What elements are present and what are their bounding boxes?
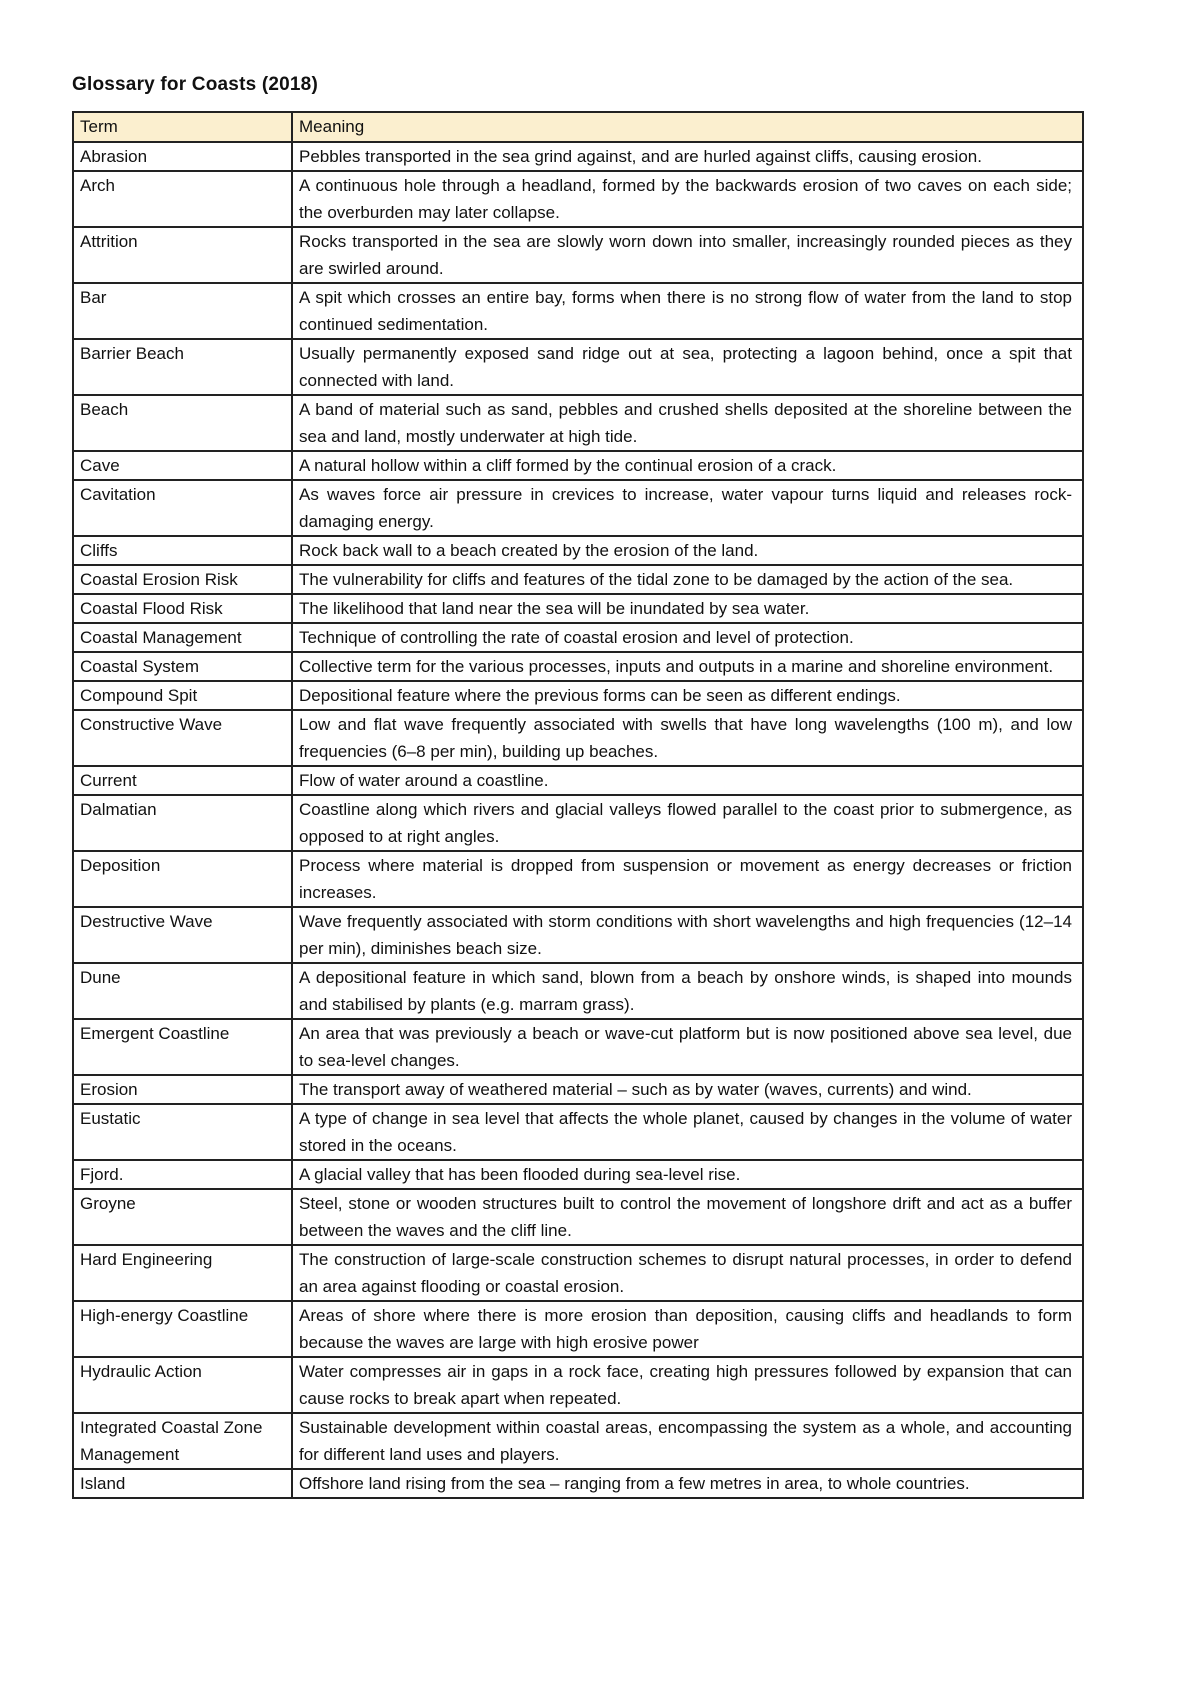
table-row bbox=[73, 1189, 1083, 1245]
glossary-meaning: Usually permanently exposed sand ridge out at sea, protecting a lagoon behind, once a spit that connected with land. bbox=[292, 339, 1083, 395]
glossary-body bbox=[73, 142, 1083, 1498]
glossary-table bbox=[72, 111, 1084, 1499]
glossary-meaning: The construction of large-scale construction schemes to disrupt natural processes, in order to defend an area against flooding or coastal erosion. bbox=[292, 1245, 1083, 1301]
glossary-meaning: Low and flat wave frequently associated with swells that have long wavelengths (100 m), and low frequencies (6–8 per min), building up beaches. bbox=[292, 710, 1083, 766]
table-row bbox=[73, 171, 1083, 227]
glossary-meaning: Areas of shore where there is more erosion than deposition, causing cliffs and headlands to form because the waves are large with high erosive power bbox=[292, 1301, 1083, 1357]
glossary-meaning: The likelihood that land near the sea will be inundated by sea water. bbox=[292, 594, 1083, 623]
glossary-term: Emergent Coastline bbox=[73, 1019, 292, 1075]
glossary-term: Island bbox=[73, 1469, 292, 1498]
glossary-term: Abrasion bbox=[73, 142, 292, 171]
table-row bbox=[73, 536, 1083, 565]
table-row bbox=[73, 1160, 1083, 1189]
table-row bbox=[73, 395, 1083, 451]
glossary-meaning: Rock back wall to a beach created by the erosion of the land. bbox=[292, 536, 1083, 565]
glossary-term: Coastal Erosion Risk bbox=[73, 565, 292, 594]
glossary-meaning: Coastline along which rivers and glacial valleys flowed parallel to the coast prior to submergence, as opposed to at right angles. bbox=[292, 795, 1083, 851]
glossary-term: Integrated Coastal Zone Management bbox=[73, 1413, 292, 1469]
table-row bbox=[73, 795, 1083, 851]
table-row bbox=[73, 851, 1083, 907]
glossary-term: Cavitation bbox=[73, 480, 292, 536]
glossary-meaning: Process where material is dropped from suspension or movement as energy decreases or friction increases. bbox=[292, 851, 1083, 907]
table-row bbox=[73, 142, 1083, 171]
table-row bbox=[73, 1413, 1083, 1469]
glossary-meaning: Pebbles transported in the sea grind against, and are hurled against cliffs, causing erosion. bbox=[292, 142, 1083, 171]
glossary-term: Dune bbox=[73, 963, 292, 1019]
glossary-meaning: Wave frequently associated with storm conditions with short wavelengths and high frequencies (12–14 per min), diminishes beach size. bbox=[292, 907, 1083, 963]
glossary-meaning: A band of material such as sand, pebbles and crushed shells deposited at the shoreline between the sea and land, mostly underwater at high tide. bbox=[292, 395, 1083, 451]
table-header-row bbox=[73, 112, 1083, 142]
glossary-term: Deposition bbox=[73, 851, 292, 907]
glossary-term: Coastal System bbox=[73, 652, 292, 681]
table-row bbox=[73, 652, 1083, 681]
table-row bbox=[73, 963, 1083, 1019]
glossary-term: Dalmatian bbox=[73, 795, 292, 851]
table-row bbox=[73, 766, 1083, 795]
column-header-term: Term bbox=[73, 112, 292, 142]
glossary-meaning: A spit which crosses an entire bay, forms when there is no strong flow of water from the land to stop continued sedimentation. bbox=[292, 283, 1083, 339]
column-header-meaning: Meaning bbox=[292, 112, 1083, 142]
table-row bbox=[73, 283, 1083, 339]
table-row bbox=[73, 623, 1083, 652]
glossary-meaning: Collective term for the various processes, inputs and outputs in a marine and shoreline environment. bbox=[292, 652, 1083, 681]
glossary-meaning: Steel, stone or wooden structures built to control the movement of longshore drift and act as a buffer between the waves and the cliff line. bbox=[292, 1189, 1083, 1245]
glossary-meaning: A natural hollow within a cliff formed by the continual erosion of a crack. bbox=[292, 451, 1083, 480]
table-row bbox=[73, 710, 1083, 766]
glossary-term: Cave bbox=[73, 451, 292, 480]
glossary-term: Hydraulic Action bbox=[73, 1357, 292, 1413]
table-row bbox=[73, 480, 1083, 536]
glossary-term: High-energy Coastline bbox=[73, 1301, 292, 1357]
glossary-meaning: An area that was previously a beach or wave-cut platform but is now positioned above sea level, due to sea-level changes. bbox=[292, 1019, 1083, 1075]
table-row bbox=[73, 1104, 1083, 1160]
glossary-meaning: A glacial valley that has been flooded during sea-level rise. bbox=[292, 1160, 1083, 1189]
glossary-term: Constructive Wave bbox=[73, 710, 292, 766]
glossary-term: Current bbox=[73, 766, 292, 795]
glossary-term: Fjord. bbox=[73, 1160, 292, 1189]
table-row bbox=[73, 681, 1083, 710]
table-row bbox=[73, 594, 1083, 623]
glossary-term: Barrier Beach bbox=[73, 339, 292, 395]
glossary-meaning: Flow of water around a coastline. bbox=[292, 766, 1083, 795]
table-row bbox=[73, 1357, 1083, 1413]
table-row bbox=[73, 339, 1083, 395]
table-row bbox=[73, 451, 1083, 480]
glossary-meaning: The transport away of weathered material – such as by water (waves, currents) and wind. bbox=[292, 1075, 1083, 1104]
table-row bbox=[73, 1245, 1083, 1301]
glossary-meaning: The vulnerability for cliffs and features of the tidal zone to be damaged by the action of the sea. bbox=[292, 565, 1083, 594]
glossary-term: Cliffs bbox=[73, 536, 292, 565]
glossary-meaning: As waves force air pressure in crevices to increase, water vapour turns liquid and releases rock-damaging energy. bbox=[292, 480, 1083, 536]
glossary-meaning: Sustainable development within coastal areas, encompassing the system as a whole, and accounting for different land uses and players. bbox=[292, 1413, 1083, 1469]
glossary-term: Groyne bbox=[73, 1189, 292, 1245]
table-row bbox=[73, 1301, 1083, 1357]
table-row bbox=[73, 907, 1083, 963]
glossary-term: Erosion bbox=[73, 1075, 292, 1104]
glossary-meaning: Rocks transported in the sea are slowly worn down into smaller, increasingly rounded pieces as they are swirled around. bbox=[292, 227, 1083, 283]
glossary-term: Compound Spit bbox=[73, 681, 292, 710]
table-row bbox=[73, 1019, 1083, 1075]
glossary-meaning: Depositional feature where the previous forms can be seen as different endings. bbox=[292, 681, 1083, 710]
glossary-term: Beach bbox=[73, 395, 292, 451]
table-row bbox=[73, 1469, 1083, 1498]
glossary-meaning: Technique of controlling the rate of coastal erosion and level of protection. bbox=[292, 623, 1083, 652]
table-row bbox=[73, 565, 1083, 594]
glossary-meaning: A continuous hole through a headland, formed by the backwards erosion of two caves on each side; the overburden may later collapse. bbox=[292, 171, 1083, 227]
glossary-meaning: Offshore land rising from the sea – ranging from a few metres in area, to whole countries. bbox=[292, 1469, 1083, 1498]
glossary-term: Coastal Flood Risk bbox=[73, 594, 292, 623]
glossary-meaning: Water compresses air in gaps in a rock face, creating high pressures followed by expansion that can cause rocks to break apart when repeated. bbox=[292, 1357, 1083, 1413]
glossary-term: Hard Engineering bbox=[73, 1245, 292, 1301]
glossary-term: Coastal Management bbox=[73, 623, 292, 652]
glossary-meaning: A type of change in sea level that affects the whole planet, caused by changes in the volume of water stored in the oceans. bbox=[292, 1104, 1083, 1160]
glossary-term: Bar bbox=[73, 283, 292, 339]
document-title: Glossary for Coasts (2018) bbox=[72, 74, 318, 95]
table-row bbox=[73, 1075, 1083, 1104]
glossary-meaning: A depositional feature in which sand, blown from a beach by onshore winds, is shaped into mounds and stabilised by plants (e.g. marram grass). bbox=[292, 963, 1083, 1019]
glossary-term: Destructive Wave bbox=[73, 907, 292, 963]
glossary-term: Attrition bbox=[73, 227, 292, 283]
table-row bbox=[73, 227, 1083, 283]
glossary-term: Eustatic bbox=[73, 1104, 292, 1160]
glossary-term: Arch bbox=[73, 171, 292, 227]
